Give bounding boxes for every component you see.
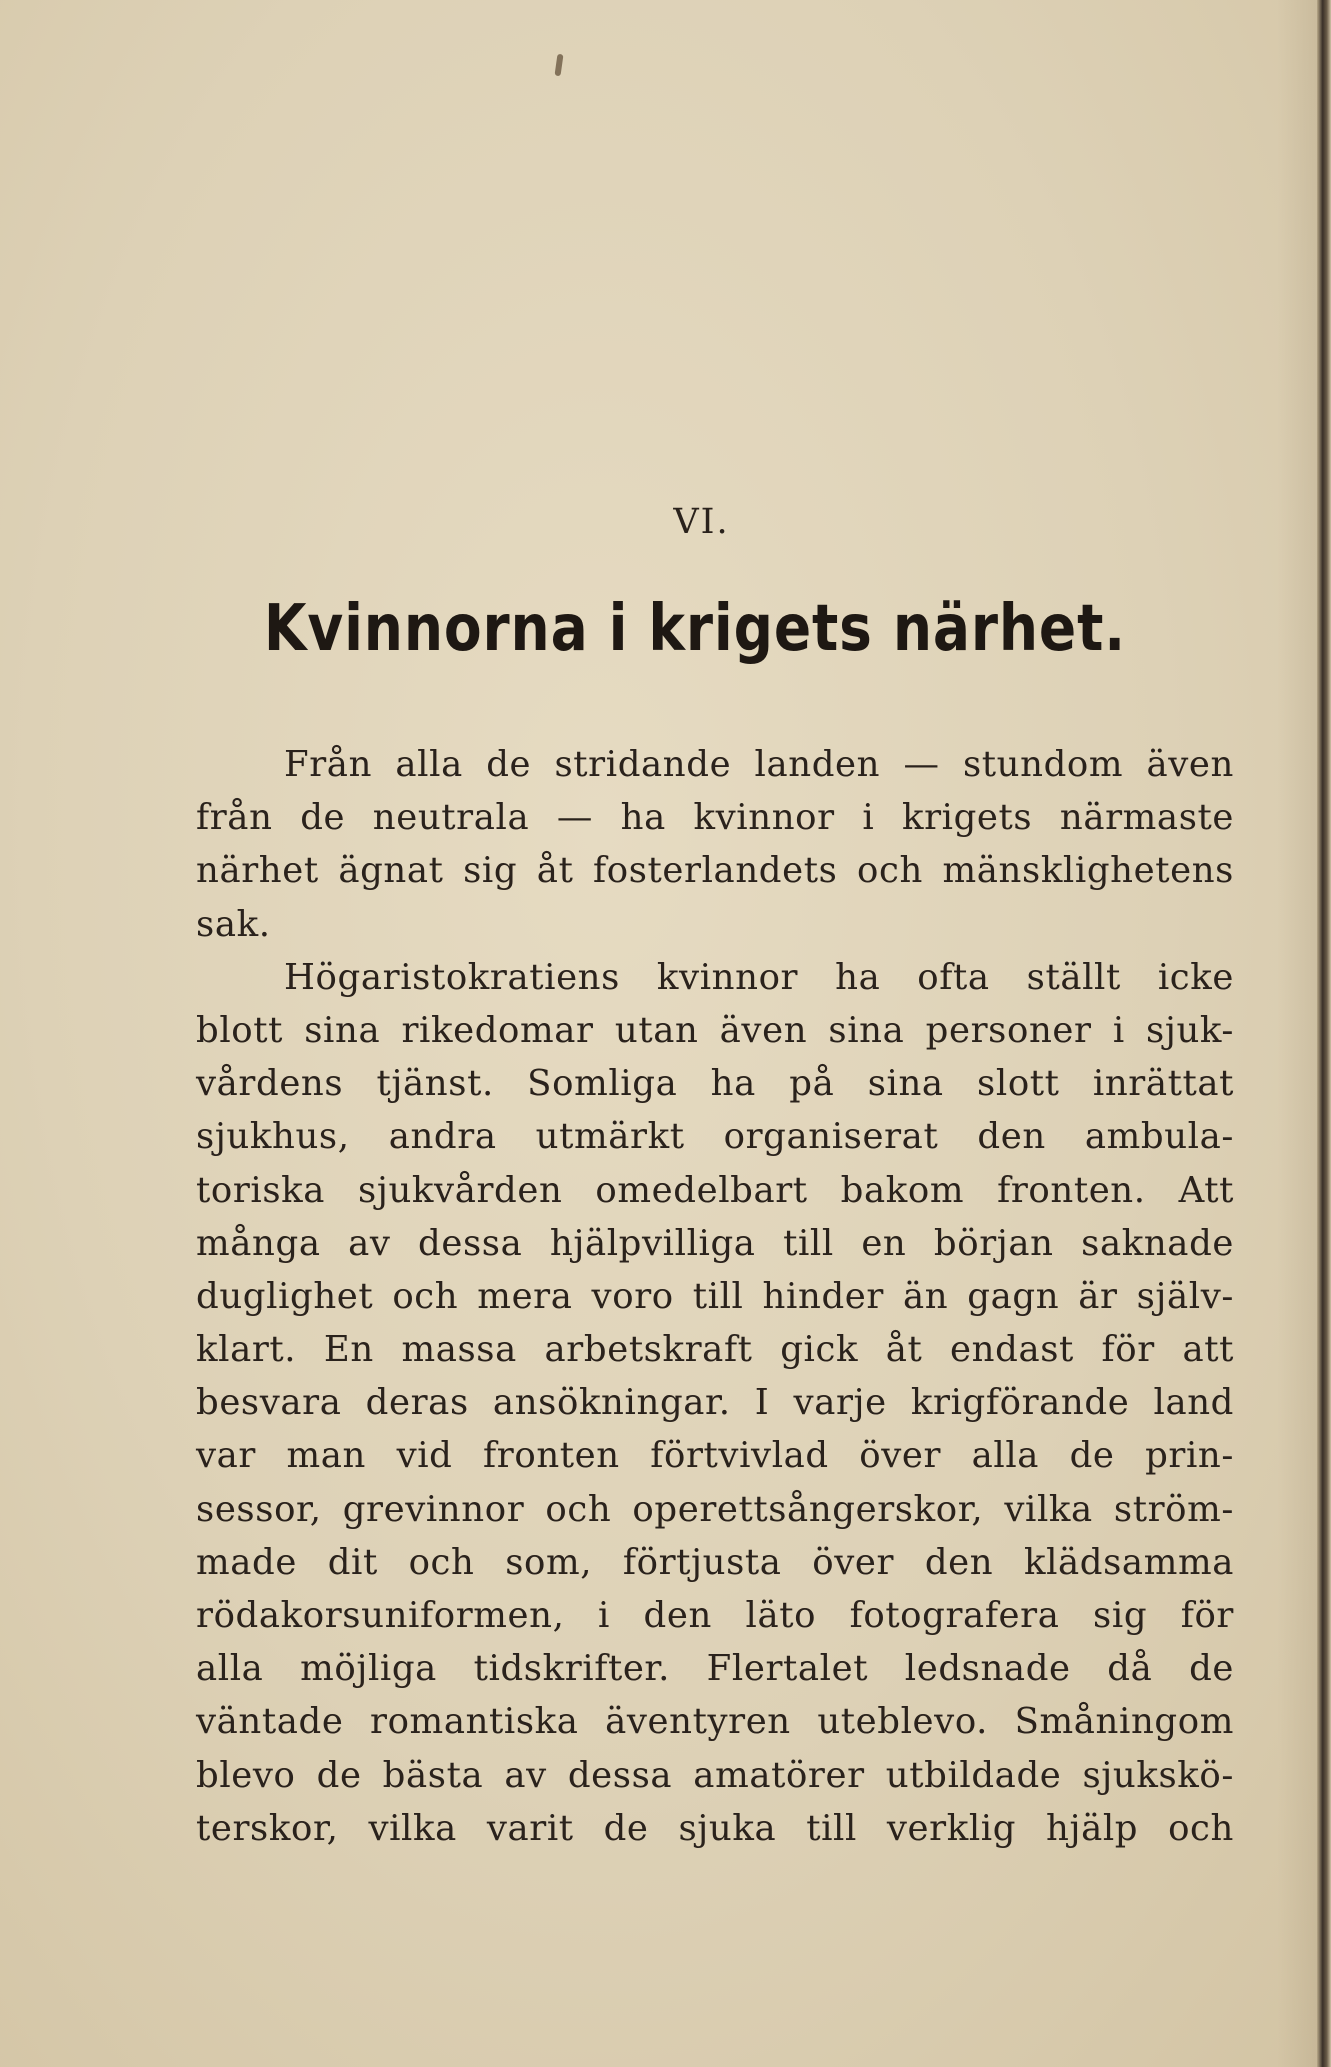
text-line: väntade romantiska äventyren uteblevo. Småningom bbox=[196, 1701, 1234, 1743]
text-line: Från alla de stridande landen — stundom även bbox=[284, 744, 1234, 785]
text-line: sak. bbox=[196, 903, 271, 945]
text-line: många av dessa hjälpvilliga till en början saknade bbox=[196, 1222, 1234, 1264]
text-line: alla möjliga tidskrifter. Flertalet ledsnade då de bbox=[196, 1648, 1234, 1690]
text-line: närhet ägnat sig åt fosterlandets och mänsklighetens bbox=[196, 850, 1234, 892]
text-line: vårdens tjänst. Somliga ha på sina slott inrättat bbox=[196, 1063, 1234, 1105]
text-line: klart. En massa arbetskraft gick åt endast för att bbox=[196, 1329, 1234, 1371]
text-line: besvara deras ansökningar. I varje krigförande land bbox=[196, 1382, 1234, 1424]
text-line: made dit och som, förtjusta över den klädsamma bbox=[196, 1541, 1234, 1583]
text-line: var man vid fronten förtvivlad över alla de prin- bbox=[196, 1435, 1234, 1477]
text-line: blott sina rikedomar utan även sina personer i sjuk- bbox=[196, 1009, 1234, 1051]
text-line: terskor, vilka varit de sjuka till verklig hjälp och bbox=[196, 1807, 1234, 1849]
chapter-number: VI. bbox=[673, 502, 730, 542]
text-line: rödakorsuniformen, i den läto fotografera sig för bbox=[196, 1595, 1234, 1636]
ink-speck bbox=[554, 54, 563, 77]
chapter-title: Kvinnorna i krigets närhet. bbox=[263, 592, 1127, 666]
text-line: sjukhus, andra utmärkt organiserat den ambula- bbox=[196, 1116, 1234, 1158]
text-line: från de neutrala — ha kvinnor i krigets närmaste bbox=[196, 797, 1234, 839]
body-text bbox=[196, 738, 1234, 1855]
text-line: sessor, grevinnor och operettsångerskor, vilka ström- bbox=[196, 1488, 1234, 1530]
text-line: toriska sjukvården omedelbart bakom fronten. Att bbox=[196, 1169, 1234, 1211]
text-line: duglighet och mera voro till hinder än gagn är själv- bbox=[196, 1275, 1234, 1317]
text-line: blevo de bästa av dessa amatörer utbildade sjukskö- bbox=[196, 1754, 1234, 1796]
page-gutter-shadow bbox=[1277, 0, 1317, 2067]
page-edge bbox=[1317, 0, 1331, 2067]
text-line: Högaristokratiens kvinnor ha ofta ställt icke bbox=[284, 956, 1234, 998]
